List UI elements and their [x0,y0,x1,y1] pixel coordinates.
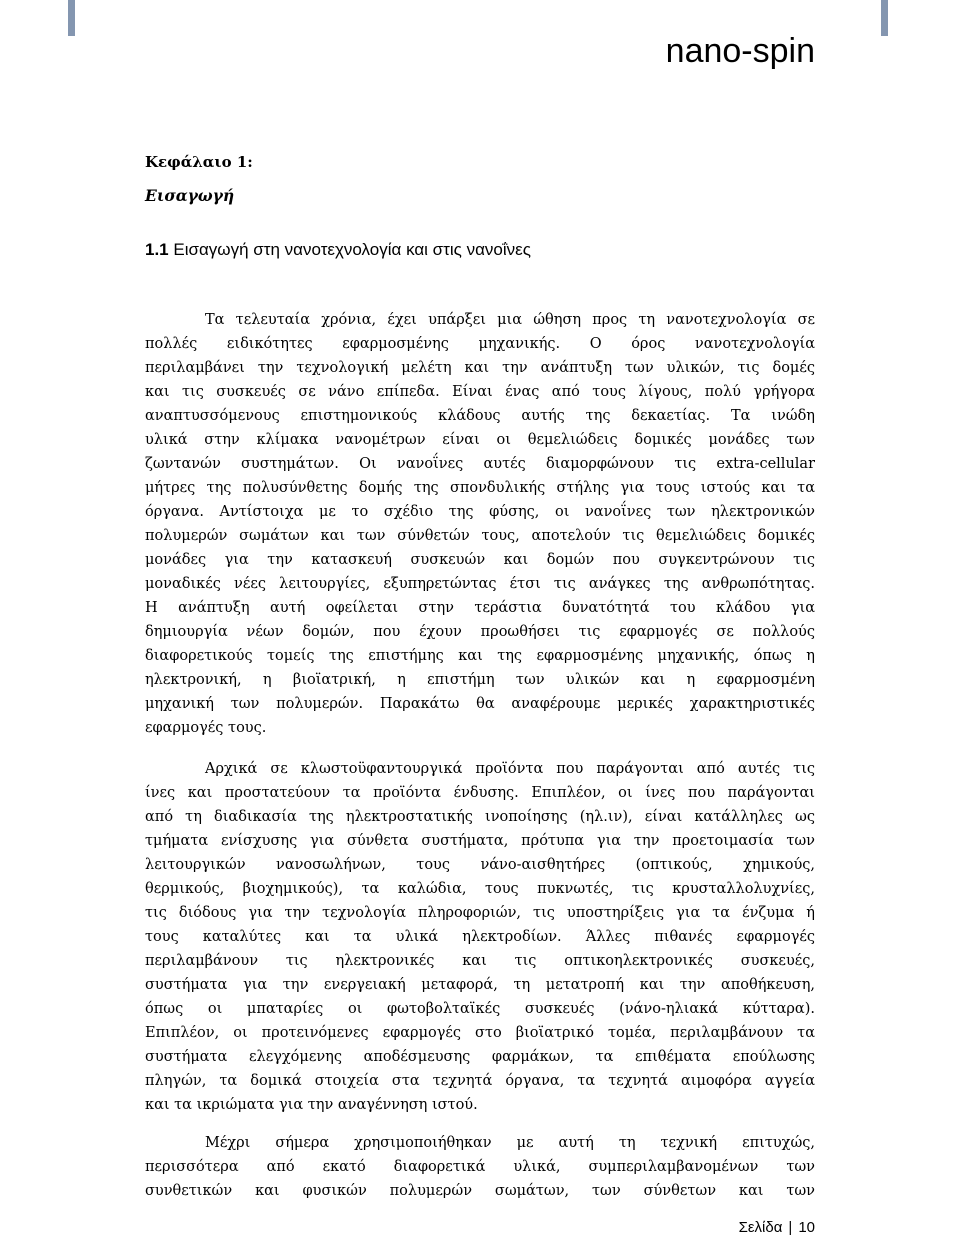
text-line: συνθετικών και φυσικών πολυμερών σωμάτων, των σύνθετων και των [145,1183,815,1199]
body-paragraph [145,308,815,740]
text-line: και τα ικριώματα για την αναγέννηση ιστού. [145,1097,478,1113]
text-line: όπως οι μπαταρίες οι φωτοβολταϊκές συσκευές (νάνο-ηλιακά κύτταρα). [145,1001,815,1017]
text-line: Τα τελευταία χρόνια, έχει υπάρξει μια ώθηση προς τη νανοτεχνολογία σε [205,312,815,328]
text-line: περιλαμβάνουν τις ηλεκτρονικές και τις οπτικοηλεκτρονικές συσκευές, [145,953,815,969]
text-line: πολυμερών σωμάτων και των σύνθετών τους, αποτελούν τις θεμελιώδεις δομικές [145,528,815,544]
chapter-label: Κεφάλαιο 1: [145,153,253,171]
body-paragraph [145,757,815,1117]
text-line: περιλαμβάνει την τεχνολογική μελέτη και την ανάπτυξη των υλικών, τις δομές [145,360,815,376]
page-separator: | [788,1219,793,1236]
page-number: 10 [798,1219,815,1236]
text-line: συστήματα για την ενεργειακή μεταφορά, τη μετατροπή και την αποθήκευση, [145,977,815,993]
chapter-title: Εισαγωγή [145,186,235,205]
text-line: υλικά στην κλίμακα νανομέτρων είναι οι θεμελιώδεις δομικές μονάδες των [145,432,815,448]
text-line: Η ανάπτυξη αυτή οφείλεται στην τεράστια δυνατότητά του κλάδου για [145,600,815,616]
text-line: όργανα. Αντίστοιχα με το σχέδιο της φύσης, οι νανοΐνες των ηλεκτρονικών [145,504,815,520]
text-line: περισσότερα από εκατό διαφορετικά υλικά, συμπεριλαμβανομένων των [145,1159,815,1175]
text-line: δημιουργία νέων δομών, που έχουν προωθήσει τις εφαρμογές σε πολλούς [145,624,815,640]
text-line: διαφορετικούς τομείς της επιστήμης και της εφαρμοσμένης μηχανικής, όπως η [145,648,815,664]
header-accent-bar-left [68,0,75,36]
text-line: Μέχρι σήμερα χρησιμοποιήθηκαν με αυτή τη τεχνική επιτυχώς, [205,1135,815,1151]
text-line: εφαρμογές τους. [145,720,267,736]
text-line: πληγών, τα δομικά στοιχεία στα τεχνητά όργανα, τα τεχνητά αιμοφόρα αγγεία [145,1073,815,1089]
text-line: Επιπλέον, οι προτεινόμενες εφαρμογές στο βιοϊατρικό τομέα, περιλαμβάνουν τα [145,1025,815,1041]
text-line: ηλεκτρονική, η βιοϊατρική, η επιστήμη των υλικών και η εφαρμοσμένη [145,672,815,688]
text-line: Αρχικά σε κλωστοϋφαντουργικά προϊόντα που παράγονται από αυτές τις [205,761,815,777]
text-line: τμήματα ενίσχυσης για σύνθετα συστήματα, πρότυπα για την προετοιμασία των [145,833,815,849]
text-line: αναπτυσσόμενους επιστημονικούς κλάδους αυτής της δεκαετίας. Τα ινώδη [145,408,815,424]
text-line: θερμικούς, βιοχημικούς), τα καλώδια, τους πυκνωτές, τις κρυσταλλολυχνίες, [145,881,815,897]
section-heading [145,238,531,262]
section-title: Εισαγωγή στη νανοτεχνολογία και στις νανοΐνες [173,240,531,259]
text-line: μήτρες της πολυσύνθετης δομής της σπονδυλικής στήλης για τους ιστούς και τα [145,480,815,496]
text-line: ίνες και προστατεύουν τα προϊόντα ένδυσης. Επιπλέον, οι ίνες που παράγονται [145,785,815,801]
page-footer [739,1216,815,1240]
text-line: από τη διαδικασία της ηλεκτροστατικής ινοποίησης (ηλ.ιν), είναι κατάλληλες ως [145,809,815,825]
text-line: ζωντανών συστημάτων. Οι νανοΐνες αυτές διαμορφώνουν τις extra-cellular [145,456,815,472]
text-line: μηχανική των πολυμερών. Παρακάτω θα αναφέρουμε μερικές χαρακτηριστικές [145,696,815,712]
text-line: πολλές ειδικότητες εφαρμοσμένης μηχανικής. Ο όρος νανοτεχνολογία [145,336,815,352]
body-paragraph [145,1131,815,1203]
page-label: Σελίδα [738,1219,783,1236]
text-line: λειτουργικών νανοσωλήνων, τους νάνο-αισθητήρες (οπτικούς, χημικούς, [145,857,815,873]
section-number: 1.1 [145,240,169,259]
running-header-title: nano-spin [665,32,815,70]
text-line: τους καταλύτες και τα υλικά ηλεκτροδίων. Άλλες πιθανές εφαρμογές [145,929,815,945]
text-line: μοναδικές νέες λειτουργίες, εξυπηρετώντας έτσι τις ανάγκες της ανθρωπότητας. [145,576,815,592]
header-accent-bar-right [881,0,888,36]
text-line: και τις συσκευές σε νάνο επίπεδα. Είναι ένας από τους λίγους, πολύ γρήγορα [145,384,815,400]
text-line: συστήματα ελεγχόμενης αποδέσμευσης φαρμάκων, τα επιθέματα επούλωσης [145,1049,815,1065]
text-line: τις διόδους για την τεχνολογία πληροφοριών, τις υποστηρίξεις για τα ένζυμα ή [145,905,815,921]
text-line: μονάδες για την κατασκευή συσκευών και δομών που συγκεντρώνουν τις [145,552,815,568]
